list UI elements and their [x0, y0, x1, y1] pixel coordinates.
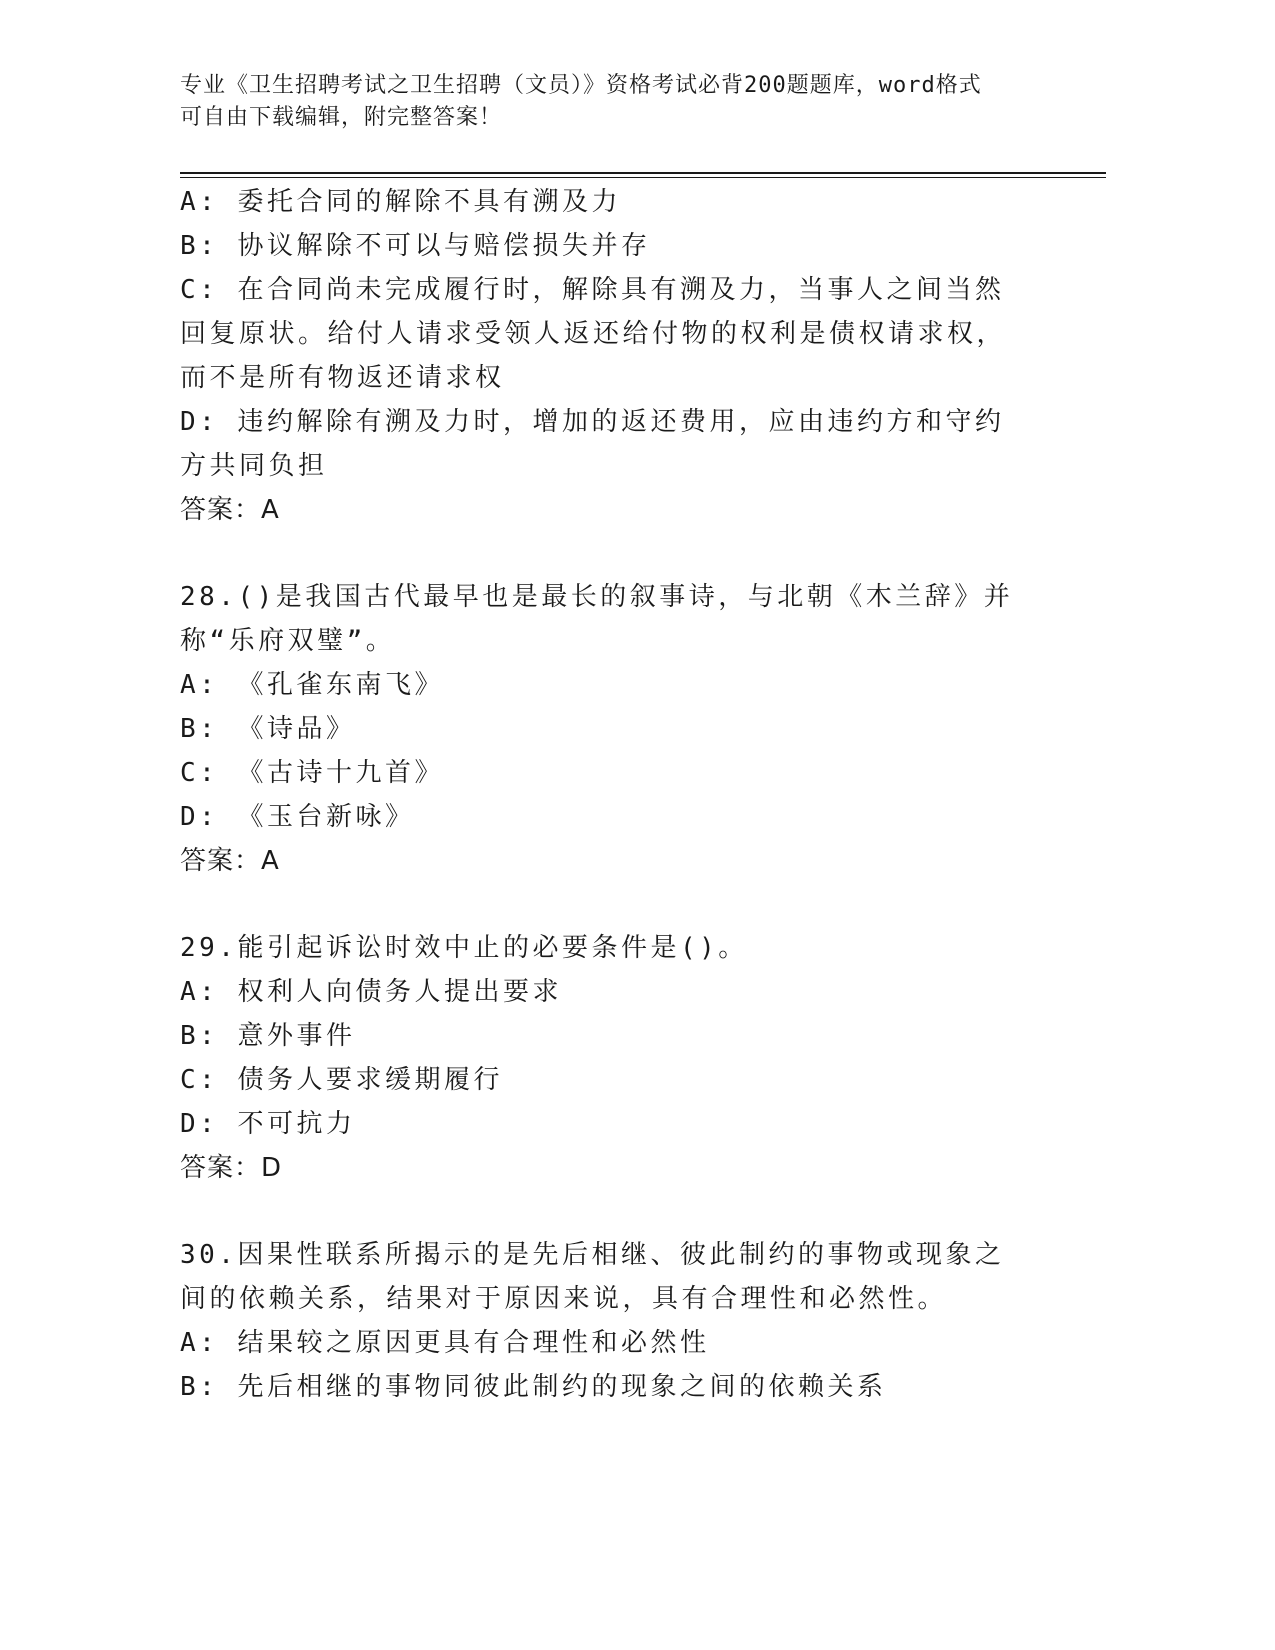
option-d: D: 不可抗力	[180, 1109, 356, 1139]
question-block-28	[180, 575, 1030, 883]
option-a: A: 《孔雀东南飞》	[180, 670, 444, 700]
option-b: B: 协议解除不可以与赔偿损失并存	[180, 231, 651, 261]
spacer	[180, 532, 1030, 575]
spacer	[180, 1190, 1030, 1233]
answer-line: 答案：A	[180, 495, 280, 525]
question-block-30	[180, 1233, 1030, 1409]
option-c: C: 债务人要求缓期履行	[180, 1065, 503, 1095]
option-c: C: 《古诗十九首》	[180, 758, 444, 788]
option-b: B: 意外事件	[180, 1021, 356, 1051]
option-a: A: 结果较之原因更具有合理性和必然性	[180, 1328, 710, 1358]
option-b: B: 先后相继的事物同彼此制约的现象之间的依赖关系	[180, 1372, 887, 1402]
header-divider-thick	[180, 172, 1106, 174]
option-c: C: 在合同尚未完成履行时，解除具有溯及力，当事人之间当然回复原状。给付人请求受领人返还给付物的权利是债权请求权，而不是所有物返还请求权	[180, 275, 1007, 393]
question-block-29	[180, 926, 1030, 1190]
header-title-line-1: 专业《卫生招聘考试之卫生招聘（文员）》资格考试必背200题题库，word格式	[180, 73, 982, 98]
question-text: 28.()是我国古代最早也是最长的叙事诗，与北朝《木兰辞》并称“乐府双璧”。	[180, 582, 1014, 656]
answer-line: 答案：D	[180, 1153, 283, 1183]
option-a: A: 委托合同的解除不具有溯及力	[180, 187, 621, 217]
question-text: 30.因果性联系所揭示的是先后相继、彼此制约的事物或现象之间的依赖关系，结果对于原因来说，具有合理性和必然性。	[180, 1240, 1005, 1314]
header-divider-thin	[180, 177, 1106, 178]
question-block-27	[180, 180, 1030, 532]
document-header	[180, 70, 1040, 134]
spacer	[180, 883, 1030, 926]
header-title-line-2: 可自由下载编辑，附完整答案！	[180, 105, 503, 130]
option-d: D: 违约解除有溯及力时，增加的返还费用，应由违约方和守约方共同负担	[180, 407, 1005, 481]
option-b: B: 《诗品》	[180, 714, 356, 744]
question-content	[180, 180, 1030, 1409]
answer-line: 答案：A	[180, 846, 280, 876]
option-d: D: 《玉台新咏》	[180, 802, 415, 832]
question-text: 29.能引起诉讼时效中止的必要条件是()。	[180, 933, 748, 963]
option-a: A: 权利人向债务人提出要求	[180, 977, 562, 1007]
